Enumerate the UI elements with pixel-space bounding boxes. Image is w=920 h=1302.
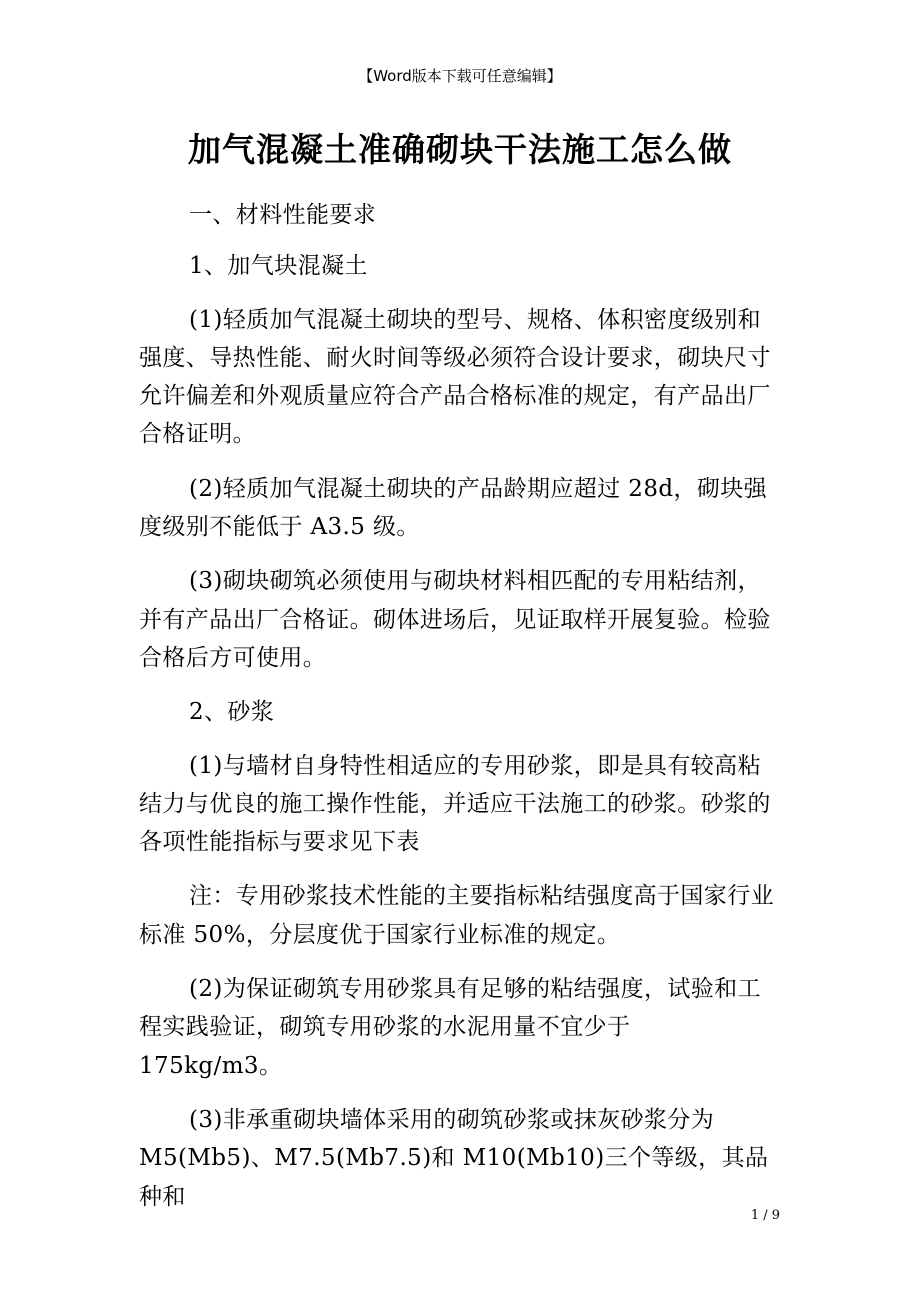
subsection-heading: 1、加气块混凝土	[189, 253, 368, 280]
header-note: 【Word版本下载可任意编辑】	[358, 67, 562, 85]
body-paragraph: (2)轻质加气混凝土砌块的产品龄期应超过 28d，砌块强度级别不能低于 A3.5 级。	[139, 475, 768, 541]
page-number: 1 / 9	[750, 1208, 780, 1223]
section-heading: 一、材料性能要求	[189, 202, 377, 228]
body-paragraph: (3)砌块砌筑必须使用与砌块材料相匹配的专用粘结剂，并有产品出厂合格证。砌体进场后，见证取样开展复验。检验合格后方可使用。	[139, 568, 771, 671]
subsection-heading: 2、砂浆	[189, 699, 275, 726]
document-title: 加气混凝土准确砌块干法施工怎么做	[188, 130, 732, 169]
body-paragraph: (2)为保证砌筑专用砂浆具有足够的粘结强度，试验和工程实践验证，砌筑专用砂浆的水泥用量不宜少于 175kg/m3。	[139, 976, 761, 1079]
body-paragraph: (3)非承重砌块墙体采用的砌筑砂浆或抹灰砂浆分为 M5(Mb5)、M7.5(Mb7.5)和 M10(Mb10)三个等级，其品种和	[139, 1106, 769, 1210]
body-paragraph: (1)与墙材自身特性相适应的专用砂浆，即是具有较高粘结力与优良的施工操作性能，并适应干法施工的砂浆。砂浆的各项性能指标与要求见下表	[139, 752, 771, 856]
document-body	[139, 196, 779, 1232]
body-paragraph: (1)轻质加气混凝土砌块的型号、规格、体积密度级别和强度、导热性能、耐火时间等级必须符合设计要求，砌块尺寸允许偏差和外观质量应符合产品合格标准的规定，有产品出厂合格证明。	[139, 306, 771, 448]
note-paragraph: 注：专用砂浆技术性能的主要指标粘结强度高于国家行业标准 50%，分层度优于国家行业标准的规定。	[139, 883, 774, 948]
